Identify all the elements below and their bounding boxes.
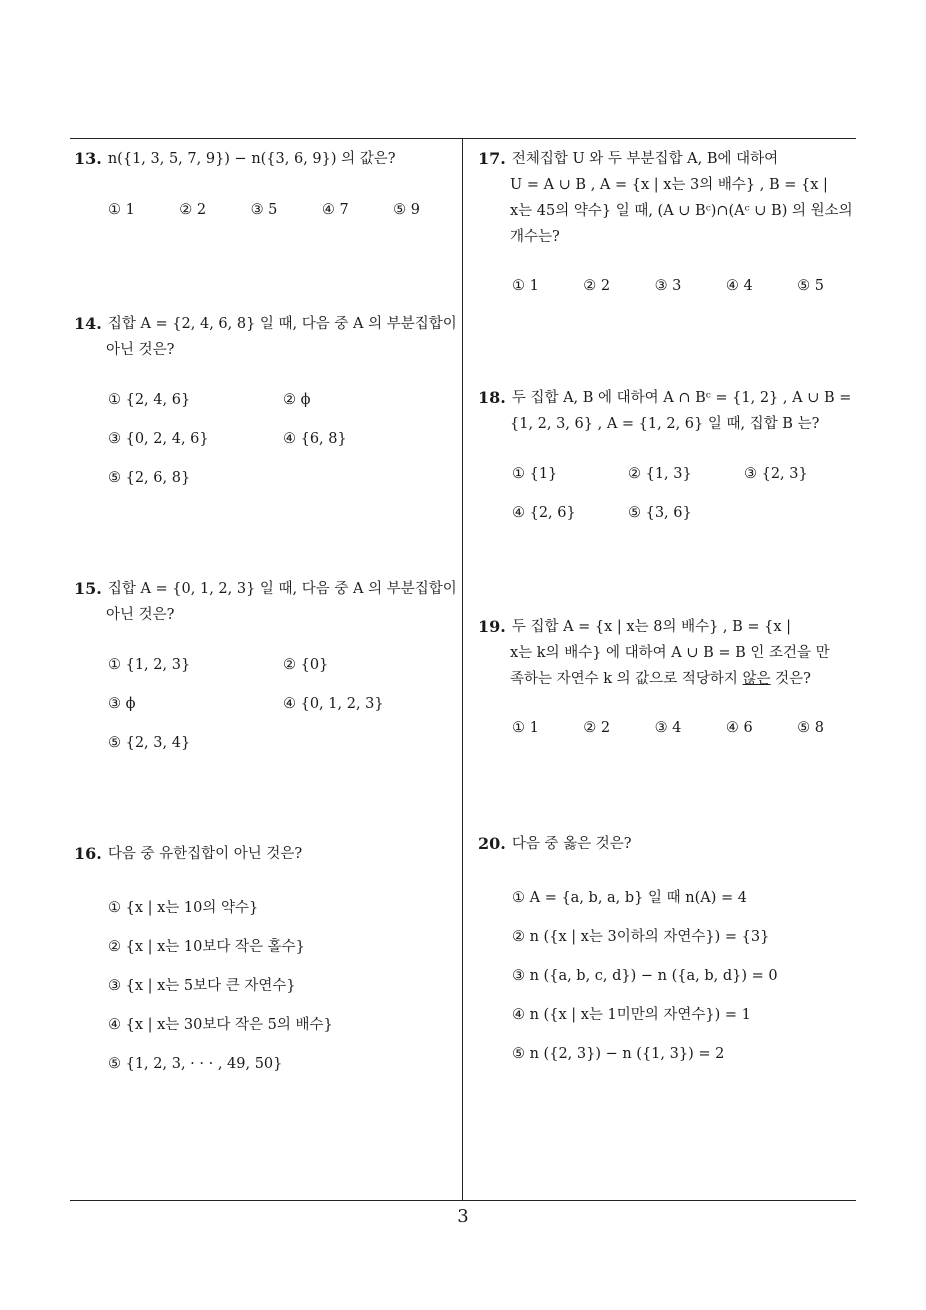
question-number: 18. [478, 388, 506, 407]
choice-1[interactable]: ① {x | x는 10의 약수} [108, 900, 259, 916]
choice-1[interactable]: ① 1 [512, 277, 539, 294]
bottom-rule [70, 1200, 856, 1201]
question-text: 두 집합 A, B 에 대하여 A ∩ Bᶜ = {1, 2} , A ∪ B = [511, 390, 852, 406]
choice-3[interactable]: ③ {2, 3} [744, 465, 808, 482]
question-text: 두 집합 A = {x | x는 8의 배수} , B = {x | [511, 619, 792, 635]
question-text-cont: U = A ∪ B , A = {x | x는 3의 배수} , B = {x | x는 45의 약수} 일 때, (A ∪ Bᶜ)∩(Aᶜ ∪ B) 의 원소의 개수는? [510, 177, 853, 245]
choice-5[interactable]: ⑤ n ({2, 3}) − n ({1, 3}) = 2 [512, 1046, 725, 1062]
question-16 [74, 841, 458, 1084]
choice-4[interactable]: ④ 4 [725, 277, 753, 294]
question-number: 13. [74, 149, 102, 168]
choice-2[interactable]: ② {1, 3} [628, 465, 692, 482]
page-number: 3 [457, 1206, 469, 1227]
choice-5[interactable]: ⑤ {3, 6} [628, 504, 692, 521]
question-text-cont: 아닌 것은? [106, 607, 175, 623]
choice-1[interactable]: ① A = {a, b, a, b} 일 때 n(A) = 4 [512, 890, 747, 906]
choice-4[interactable]: ④ n ({x | x는 1미만의 자연수}) = 1 [512, 1007, 751, 1023]
choice-4[interactable]: ④ {2, 6} [512, 504, 576, 521]
question-number: 15. [74, 579, 102, 598]
question-text: 다음 중 유한집합이 아닌 것은? [107, 846, 303, 862]
choice-5[interactable]: ⑤ 9 [393, 201, 420, 218]
choice-5[interactable]: ⑤ 5 [797, 277, 824, 294]
choice-3[interactable]: ③ {0, 2, 4, 6} [108, 430, 209, 447]
column-divider [462, 138, 463, 1201]
question-number: 19. [478, 617, 506, 636]
choice-2[interactable]: ② 2 [583, 277, 611, 294]
question-text: 전체집합 U 와 두 부분집합 A, B에 대하여 [511, 151, 779, 167]
choice-2[interactable]: ② n ({x | x는 3이하의 자연수}) = {3} [512, 929, 770, 945]
choice-2[interactable]: ② {x | x는 10보다 작은 홀수} [108, 939, 305, 955]
question-text: 다음 중 옳은 것은? [511, 836, 632, 852]
choice-4[interactable]: ④ {x | x는 30보다 작은 5의 배수} [108, 1017, 333, 1033]
choice-3[interactable]: ③ n ({a, b, c, d}) − n ({a, b, d}) = 0 [512, 968, 778, 984]
question-text-body: x는 k의 배수} 에 대하여 A ∪ B = B 인 조건을 만 족하는 자연수 k 의 값으로 적당하지 [510, 645, 830, 687]
question-text-cont: 아닌 것은? [106, 342, 175, 358]
question-17 [478, 146, 862, 305]
question-text: n({1, 3, 5, 7, 9}) − n({3, 6, 9}) 의 값은? [107, 151, 396, 167]
choice-3[interactable]: ③ ϕ [108, 695, 136, 712]
choice-2[interactable]: ② {0} [283, 656, 329, 673]
choice-3[interactable]: ③ 4 [654, 719, 682, 736]
question-19 [478, 614, 862, 747]
question-number: 20. [478, 834, 506, 853]
choice-3[interactable]: ③ 3 [654, 277, 682, 294]
question-number: 14. [74, 314, 102, 333]
choice-4[interactable]: ④ {6, 8} [283, 430, 347, 447]
top-rule [70, 138, 856, 139]
choice-1[interactable]: ① 1 [512, 719, 539, 736]
choice-5[interactable]: ⑤ {2, 3, 4} [108, 734, 191, 751]
question-text: 집합 A = {0, 1, 2, 3} 일 때, 다음 중 A 의 부분집합이 [107, 581, 457, 597]
question-18 [478, 385, 862, 532]
choice-4[interactable]: ④ 7 [321, 201, 349, 218]
question-14 [74, 311, 458, 497]
question-text: 집합 A = {2, 4, 6, 8} 일 때, 다음 중 A 의 부분집합이 [107, 316, 457, 332]
choice-2[interactable]: ② ϕ [283, 391, 311, 408]
question-20 [478, 831, 862, 1074]
question-number: 17. [478, 149, 506, 168]
choice-5[interactable]: ⑤ {2, 6, 8} [108, 469, 191, 486]
choice-5[interactable]: ⑤ {1, 2, 3, · · · , 49, 50} [108, 1056, 283, 1072]
question-text-tail: 것은? [770, 671, 811, 687]
choice-1[interactable]: ① {1, 2, 3} [108, 656, 191, 673]
choice-2[interactable]: ② 2 [583, 719, 611, 736]
underlined-word: 않은 [742, 671, 771, 687]
choice-2[interactable]: ② 2 [179, 201, 207, 218]
choice-5[interactable]: ⑤ 8 [797, 719, 824, 736]
question-number: 16. [74, 844, 102, 863]
choice-1[interactable]: ① {1} [512, 465, 558, 482]
choice-4[interactable]: ④ 6 [725, 719, 753, 736]
question-15 [74, 576, 458, 762]
choice-1[interactable]: ① {2, 4, 6} [108, 391, 191, 408]
choice-4[interactable]: ④ {0, 1, 2, 3} [283, 695, 384, 712]
choice-3[interactable]: ③ 5 [250, 201, 278, 218]
choice-1[interactable]: ① 1 [108, 201, 135, 218]
question-text-cont [478, 640, 862, 692]
question-text-cont: {1, 2, 3, 6} , A = {1, 2, 6} 일 때, 집합 B 는? [510, 416, 820, 432]
choice-3[interactable]: ③ {x | x는 5보다 큰 자연수} [108, 978, 296, 994]
question-13 [74, 146, 458, 229]
